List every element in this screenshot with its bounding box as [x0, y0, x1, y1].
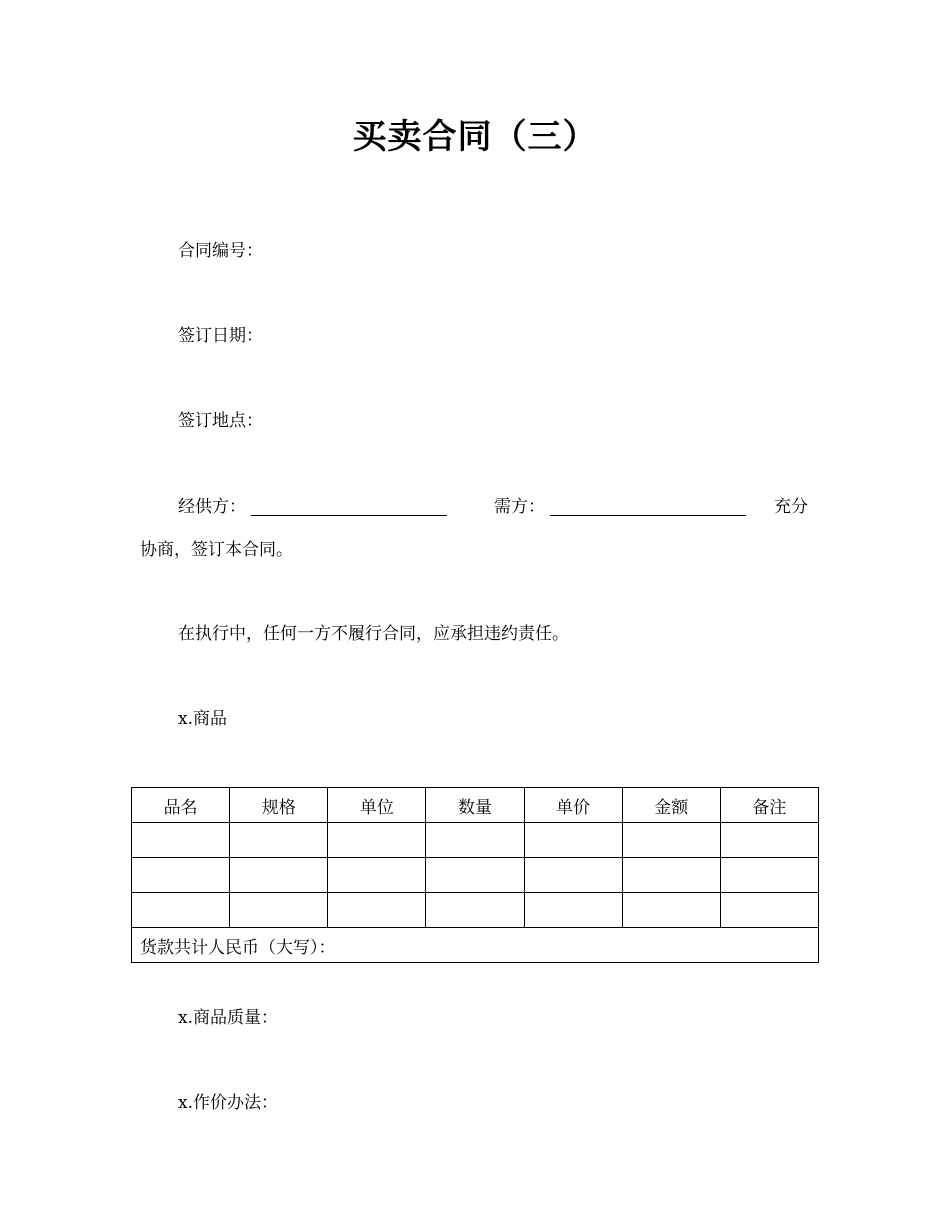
table-cell	[426, 893, 524, 928]
table-cell	[132, 858, 230, 893]
buyer-label: 需方：	[494, 497, 545, 517]
header-specification: 规格	[230, 788, 328, 823]
buyer-blank	[550, 497, 746, 516]
document-title: 买卖合同（三）	[352, 117, 598, 157]
table-cell	[524, 858, 622, 893]
sign-place-label: 签订地点：	[178, 411, 263, 431]
table-cell	[132, 893, 230, 928]
supplier-label: 经供方：	[178, 497, 246, 517]
parties-line	[178, 495, 818, 519]
header-amount: 金额	[622, 788, 720, 823]
table-cell	[720, 893, 818, 928]
goods-total-row	[132, 928, 819, 963]
table-row	[132, 823, 819, 858]
liability-clause: 在执行中，任何一方不履行合同，应承担违约责任。	[178, 624, 569, 644]
section-pricing-heading: x.作价办法：	[178, 1093, 278, 1113]
goods-table	[131, 787, 819, 963]
goods-table-header-row	[132, 788, 819, 823]
table-cell	[426, 858, 524, 893]
header-unit: 单位	[328, 788, 426, 823]
table-cell	[230, 858, 328, 893]
sign-date-label: 签订日期：	[178, 326, 263, 346]
table-cell	[230, 893, 328, 928]
table-row	[132, 858, 819, 893]
table-cell	[328, 858, 426, 893]
table-cell	[132, 823, 230, 858]
table-cell	[328, 823, 426, 858]
section-quality-heading: x.商品质量：	[178, 1008, 278, 1028]
table-cell	[622, 858, 720, 893]
table-cell	[524, 823, 622, 858]
header-remarks: 备注	[720, 788, 818, 823]
table-cell	[622, 823, 720, 858]
parties-tail: 充分	[774, 497, 808, 517]
supplier-blank	[251, 497, 447, 516]
header-product-name: 品名	[132, 788, 230, 823]
table-cell	[426, 823, 524, 858]
table-cell	[720, 823, 818, 858]
table-cell	[720, 858, 818, 893]
goods-total-label: 货款共计人民币（大写）：	[132, 928, 819, 963]
header-unit-price: 单价	[524, 788, 622, 823]
table-cell	[328, 893, 426, 928]
table-cell	[524, 893, 622, 928]
table-cell	[622, 893, 720, 928]
table-row	[132, 893, 819, 928]
section-goods-heading: x.商品	[178, 709, 227, 729]
parties-continuation: 协商，签订本合同。	[140, 540, 293, 560]
header-quantity: 数量	[426, 788, 524, 823]
table-cell	[230, 823, 328, 858]
contract-number-label: 合同编号：	[178, 241, 263, 261]
